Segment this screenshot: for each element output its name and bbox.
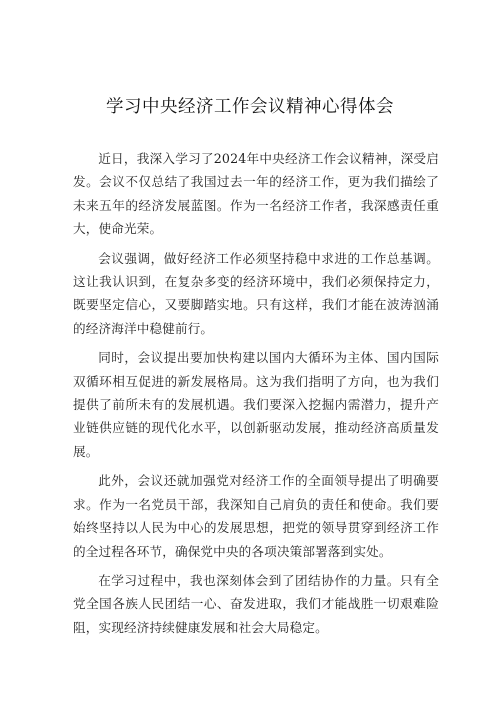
paragraph-2: 会议强调，做好经济工作必须坚持稳中求进的工作总基调。这让我认识到，在复杂多变的经济环境中，我们必须保持定力，既要坚定信心，又要脚踏实地。只有这样，我们才能在波涛汹涌的经济海洋中稳健前行。 [73,250,439,336]
paragraph-1: 近日，我深入学习了2024年中央经济工作会议精神，深受启发。会议不仅总结了我国过去一年的经济工作，更为我们描绘了未来五年的经济发展蓝图。作为一名经济工作者，我深感责任重大，使命光荣。 [73,151,439,237]
paragraph-3: 同时，会议提出要加快构建以国内大循环为主体、国内国际双循环相互促进的新发展格局。这为我们指明了方向，也为我们提供了前所未有的发展机遇。我们要深入挖掘内需潜力，提升产业链供应链的现代化水平，以创新驱动发展，推动经济高质量发展。 [73,350,439,459]
paragraph-4: 此外，会议还就加强党对经济工作的全面领导提出了明确要求。作为一名党员干部，我深知自己肩负的责任和使命。我们要始终坚持以人民为中心的发展思想，把党的领导贯穿到经济工作的全过程各环节，确保党中央的各项决策部署落到实处。 [73,473,439,559]
paragraph-5: 在学习过程中，我也深刻体会到了团结协作的力量。只有全党全国各族人民团结一心、奋发进取，我们才能战胜一切艰难险阻，实现经济持续健康发展和社会大局稳定。 [73,572,439,635]
document-body [73,147,439,645]
document-title: 学习中央经济工作会议精神心得体会 [106,97,394,117]
